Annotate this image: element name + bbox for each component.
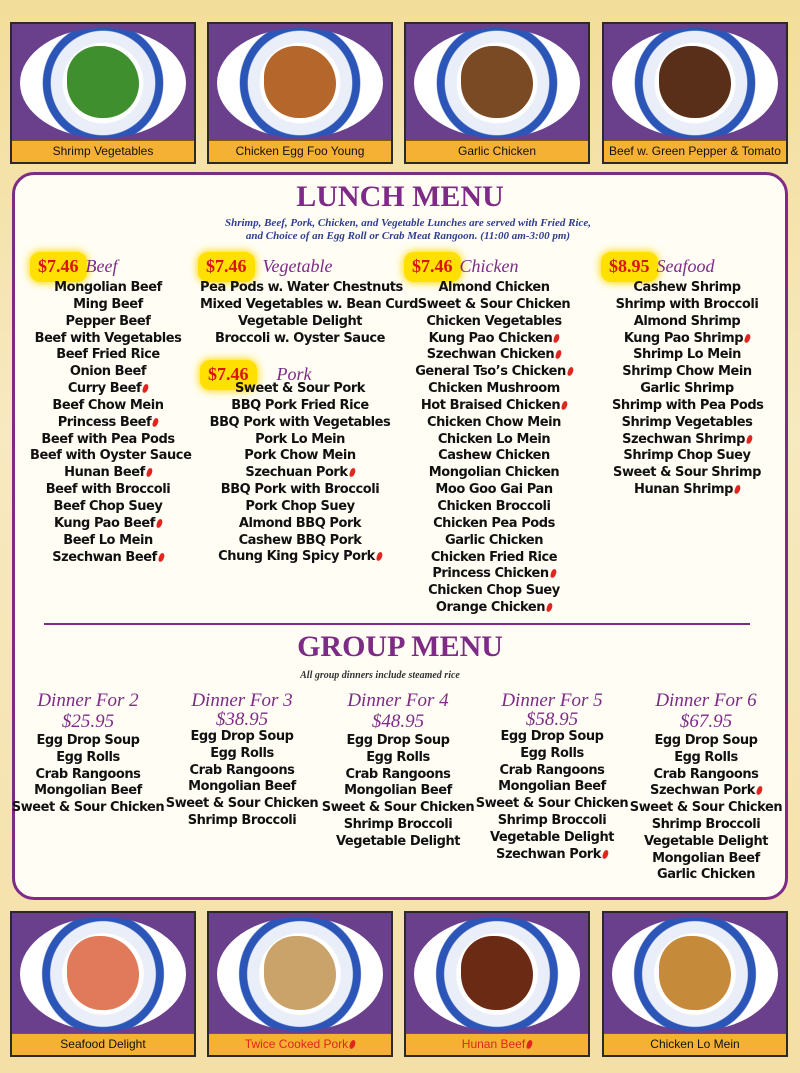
menu-item-label: Vegetable Delight xyxy=(237,313,363,329)
menu-item-label: Beef with Pea Pods xyxy=(41,431,175,447)
photo-caption: Garlic Chicken xyxy=(406,140,588,162)
dinner-name: Dinner For 2 xyxy=(37,690,139,711)
menu-item xyxy=(414,516,574,533)
vegetable-item-list xyxy=(200,280,418,347)
photo-caption xyxy=(604,1033,786,1055)
dinner-name: Dinner For 5 xyxy=(501,690,603,711)
caption-text: Seafood Delight xyxy=(60,1037,146,1051)
menu-item xyxy=(200,398,400,415)
menu-item xyxy=(30,482,186,499)
menu-item-label: Chicken Pea Pods xyxy=(433,515,555,531)
menu-item xyxy=(414,583,574,600)
menu-item-label: Pork Chow Mein xyxy=(244,448,356,464)
beef-price-badge: $7.46 xyxy=(32,254,85,280)
menu-item-label: Almond Chicken xyxy=(438,280,550,295)
pepper-icon xyxy=(546,602,554,612)
dinner-item-list xyxy=(472,729,632,863)
menu-item xyxy=(414,465,574,482)
pepper-icon xyxy=(756,786,764,796)
menu-item xyxy=(30,432,186,449)
menu-item xyxy=(200,381,400,398)
menu-item xyxy=(200,482,400,499)
menu-item-label: Chicken Mushroom xyxy=(428,381,560,397)
chicken-header xyxy=(406,254,518,280)
menu-item-label: Chicken Broccoli xyxy=(437,498,551,514)
pepper-icon xyxy=(734,485,742,495)
menu-item-label: Pea Pods w. Water Chestnuts xyxy=(200,280,403,295)
menu-item-label: Chicken Fried Rice xyxy=(430,549,558,565)
menu-item-label: Mongolian Chicken xyxy=(428,465,560,481)
menu-item xyxy=(612,448,762,465)
photo-shrimp-vegetables xyxy=(10,22,196,164)
menu-item xyxy=(612,280,762,297)
menu-item xyxy=(414,448,574,465)
menu-item xyxy=(626,834,786,851)
menu-item xyxy=(30,398,186,415)
menu-item xyxy=(30,364,186,381)
lunch-menu-title: LUNCH MENU xyxy=(296,180,504,213)
menu-item-label: Beef Chow Mein xyxy=(52,397,164,413)
lunch-subtitle-line-2: and Choice of an Egg Roll or Crab Meat Rangoon. (11:00 am-3:00 pm) xyxy=(245,230,571,242)
menu-item-label: Chicken Chop Suey xyxy=(428,583,560,599)
menu-item xyxy=(162,729,322,746)
menu-item-label: Crab Rangoons xyxy=(653,766,759,782)
photo-chicken-egg-foo-young xyxy=(207,22,393,164)
menu-item-label: Shrimp Chow Mein xyxy=(622,364,752,380)
menu-item-label: Cashew Shrimp xyxy=(633,280,741,295)
menu-item-label: Vegetable Delight xyxy=(643,833,769,849)
group-menu-title: GROUP MENU xyxy=(297,630,503,663)
menu-item xyxy=(200,331,400,348)
menu-item-label: Shrimp Broccoli xyxy=(187,812,297,828)
pepper-icon xyxy=(602,849,610,859)
menu-item-label: Pork Lo Mein xyxy=(255,431,345,447)
menu-item xyxy=(612,364,762,381)
menu-item-label: Cashew Chicken xyxy=(438,448,550,464)
pork-price-badge: $7.46 xyxy=(202,362,255,388)
menu-item xyxy=(414,550,574,567)
beef-column xyxy=(30,280,192,566)
menu-item-label: Garlic Chicken xyxy=(444,532,544,548)
dinner-name: Dinner For 4 xyxy=(347,690,449,711)
menu-item xyxy=(162,796,322,813)
menu-item-label: Szechwan Shrimp xyxy=(622,431,745,447)
vegetable-column xyxy=(200,280,418,347)
top-photo-row xyxy=(0,0,800,160)
menu-item xyxy=(612,314,762,331)
menu-item-label: Chicken Vegetables xyxy=(426,313,562,329)
menu-item-label: BBQ Pork Fried Rice xyxy=(231,397,369,413)
menu-item xyxy=(626,800,786,817)
caption-text: Hunan Beef xyxy=(461,1037,526,1051)
menu-item xyxy=(200,432,400,449)
menu-item xyxy=(30,516,186,533)
menu-item-label: Curry Beef xyxy=(67,381,142,397)
pepper-icon xyxy=(567,367,575,377)
food-image xyxy=(67,46,140,118)
menu-item xyxy=(414,499,574,516)
dinner-for-3 xyxy=(162,690,322,830)
menu-item-label: Egg Drop Soup xyxy=(190,729,294,744)
photo-caption xyxy=(12,1033,194,1055)
menu-item xyxy=(318,817,478,834)
menu-item-label: Pork Chop Suey xyxy=(245,498,355,514)
caption-text: Chicken Lo Mein xyxy=(650,1037,740,1051)
menu-item xyxy=(472,847,632,864)
menu-item xyxy=(30,448,192,465)
menu-item xyxy=(626,783,786,800)
menu-item xyxy=(414,347,574,364)
pepper-icon xyxy=(526,1039,534,1049)
menu-item-label: Hunan Shrimp xyxy=(634,482,733,498)
menu-item xyxy=(30,550,186,567)
menu-item-label: Shrimp Lo Mein xyxy=(633,347,741,363)
menu-item-label: Egg Drop Soup xyxy=(654,733,758,748)
menu-item-label: Chicken Chow Mein xyxy=(427,414,561,430)
menu-item xyxy=(30,347,186,364)
vegetable-header xyxy=(200,254,332,280)
menu-item-label: Crab Rangoons xyxy=(499,762,605,778)
menu-item-label: Moo Goo Gai Pan xyxy=(435,482,553,498)
menu-item xyxy=(414,432,574,449)
food-image xyxy=(461,46,534,118)
beef-item-list xyxy=(30,280,192,566)
dinner-item-list xyxy=(626,733,786,884)
menu-item-label: Shrimp Broccoli xyxy=(651,816,761,832)
dinner-item-list xyxy=(162,729,322,830)
menu-item xyxy=(8,783,168,800)
menu-item-label: Szechwan Pork xyxy=(496,846,601,862)
menu-item xyxy=(200,533,400,550)
pork-category-name: Pork xyxy=(276,364,312,384)
menu-item xyxy=(612,331,762,348)
beef-category-name: Beef xyxy=(85,256,118,276)
menu-item xyxy=(8,800,168,817)
menu-item xyxy=(612,432,762,449)
menu-item xyxy=(200,415,400,432)
group-menu-subtitle: All group dinners include steamed rice xyxy=(300,670,460,681)
seafood-category-name: Seafood xyxy=(656,256,715,276)
menu-item xyxy=(30,499,186,516)
menu-item-label: Szechwan Pork xyxy=(650,783,755,799)
photo-garlic-chicken xyxy=(404,22,590,164)
menu-item-label: Princess Beef xyxy=(57,414,152,430)
pepper-icon xyxy=(152,417,160,427)
dinner-price: $48.95 xyxy=(371,711,425,732)
menu-item-label: Sweet & Sour Chicken xyxy=(475,796,629,812)
menu-item xyxy=(162,763,322,780)
pork-column xyxy=(200,381,400,566)
menu-item xyxy=(414,280,574,297)
dinner-price: $67.95 xyxy=(679,711,733,732)
seafood-price-badge: $8.95 xyxy=(603,254,656,280)
menu-item xyxy=(472,729,632,746)
dinner-item-list xyxy=(8,733,168,817)
menu-item-label: Mixed Vegetables w. Bean Curd xyxy=(200,296,418,312)
menu-item xyxy=(318,800,478,817)
menu-item xyxy=(318,767,478,784)
menu-item xyxy=(30,415,186,432)
dinner-name: Dinner For 6 xyxy=(655,690,757,711)
menu-item-label: Almond BBQ Pork xyxy=(238,515,362,531)
menu-item xyxy=(8,733,168,750)
menu-item xyxy=(30,331,186,348)
bottom-photo-row xyxy=(0,905,800,1073)
menu-item-label: Crab Rangoons xyxy=(345,766,451,782)
menu-item xyxy=(200,516,400,533)
menu-item xyxy=(8,750,168,767)
menu-item xyxy=(612,347,762,364)
menu-item xyxy=(30,533,186,550)
vegetable-price-badge: $7.46 xyxy=(200,254,253,280)
pepper-icon xyxy=(549,569,557,579)
menu-item-label: Cashew BBQ Pork xyxy=(238,532,362,548)
menu-item-label: Kung Pao Chicken xyxy=(428,330,553,346)
photo-caption: Beef w. Green Pepper & Tomato xyxy=(604,140,786,162)
seafood-column xyxy=(612,280,762,499)
menu-item-label: Shrimp with Broccoli xyxy=(615,296,759,312)
menu-item-label: Broccoli w. Oyster Sauce xyxy=(214,330,386,346)
food-image xyxy=(264,46,337,118)
pepper-icon xyxy=(553,333,561,343)
menu-item xyxy=(472,779,632,796)
menu-item-label: Szechuan Pork xyxy=(245,465,348,481)
dinner-price: $58.95 xyxy=(525,709,579,730)
photo-hunan-beef xyxy=(404,911,590,1057)
menu-item xyxy=(414,566,574,583)
menu-item xyxy=(414,600,574,617)
menu-item xyxy=(200,280,403,297)
menu-item xyxy=(612,398,762,415)
menu-item xyxy=(30,465,186,482)
menu-item xyxy=(472,796,632,813)
dinner-price: $38.95 xyxy=(215,709,269,730)
pepper-icon xyxy=(158,552,166,562)
menu-item-label: Beef Fried Rice xyxy=(56,347,160,363)
menu-item xyxy=(8,767,168,784)
menu-item xyxy=(414,297,574,314)
menu-item xyxy=(612,297,762,314)
menu-item xyxy=(30,280,186,297)
menu-item-label: Shrimp Broccoli xyxy=(343,816,453,832)
chicken-category-name: Chicken xyxy=(459,256,519,276)
menu-item xyxy=(162,746,322,763)
menu-item xyxy=(200,448,400,465)
menu-item-label: Chung King Spicy Pork xyxy=(218,549,375,565)
menu-item-label: Pepper Beef xyxy=(65,313,151,329)
caption-text: Twice Cooked Pork xyxy=(244,1037,349,1051)
menu-item-label: Shrimp Broccoli xyxy=(497,812,607,828)
menu-item-label: Kung Pao Shrimp xyxy=(623,330,744,346)
menu-item xyxy=(200,465,400,482)
menu-item-label: Egg Drop Soup xyxy=(500,729,604,744)
menu-item xyxy=(472,813,632,830)
menu-item-label: Sweet & Sour Shrimp xyxy=(613,465,761,481)
menu-item xyxy=(612,465,762,482)
menu-item-label: Crab Rangoons xyxy=(35,766,141,782)
menu-item-label: Mongolian Beef xyxy=(34,783,142,799)
menu-item-label: Kung Pao Beef xyxy=(54,515,155,531)
menu-item-label: Szechwan Beef xyxy=(52,549,157,565)
menu-item-label: BBQ Pork with Vegetables xyxy=(209,414,391,430)
menu-item xyxy=(318,783,478,800)
menu-item xyxy=(162,779,322,796)
menu-item-label: Egg Rolls xyxy=(520,745,584,761)
menu-item-label: Crab Rangoons xyxy=(189,762,295,778)
menu-item-label: Chicken Lo Mein xyxy=(437,431,551,447)
dinner-name: Dinner For 3 xyxy=(191,690,293,711)
photo-chicken-lo-mein xyxy=(602,911,788,1057)
photo-caption: Chicken Egg Foo Young xyxy=(209,140,391,162)
menu-item xyxy=(200,296,418,314)
menu-item-label: Beef with Oyster Sauce xyxy=(30,448,192,464)
menu-item xyxy=(626,767,786,784)
menu-item-label: Mongolian Beef xyxy=(344,783,452,799)
menu-item xyxy=(200,314,400,331)
pepper-icon xyxy=(156,518,164,528)
menu-item xyxy=(626,750,786,767)
food-image xyxy=(659,46,732,118)
menu-item-label: Ming Beef xyxy=(73,296,143,312)
menu-item xyxy=(200,499,400,516)
menu-item-label: Sweet & Sour Chicken xyxy=(11,800,165,816)
menu-item xyxy=(414,314,574,331)
photo-caption: Shrimp Vegetables xyxy=(12,140,194,162)
menu-item-label: Szechwan Chicken xyxy=(426,347,555,363)
menu-item-label: Mongolian Beef xyxy=(188,779,296,795)
menu-item xyxy=(30,314,186,331)
pepper-icon xyxy=(349,1039,357,1049)
beef-header xyxy=(32,254,117,280)
menu-item-label: Sweet & Sour Chicken xyxy=(629,800,783,816)
photo-twice-cooked-pork xyxy=(207,911,393,1057)
menu-item-label: Beef Lo Mein xyxy=(63,532,153,548)
menu-item-label: Sweet & Sour Chicken xyxy=(321,800,475,816)
menu-item-label: Mongolian Beef xyxy=(498,779,606,795)
pepper-icon xyxy=(348,468,356,478)
menu-item xyxy=(626,817,786,834)
menu-item xyxy=(414,398,574,415)
menu-item xyxy=(472,830,632,847)
menu-item-label: Egg Rolls xyxy=(56,749,120,765)
photo-caption xyxy=(209,1033,391,1055)
seafood-item-list xyxy=(612,280,762,499)
photo-beef-green-pepper-tomato xyxy=(602,22,788,164)
menu-item-label: Orange Chicken xyxy=(435,600,546,616)
dinner-for-2 xyxy=(8,690,168,817)
menu-item-label: General Tso’s Chicken xyxy=(415,364,566,380)
menu-item xyxy=(626,851,786,868)
menu-item-label: Mongolian Beef xyxy=(652,850,760,866)
menu-item-label: Egg Drop Soup xyxy=(36,733,140,748)
menu-item-label: Vegetable Delight xyxy=(489,829,615,845)
menu-item xyxy=(414,415,574,432)
menu-item xyxy=(200,549,400,566)
menu-item-label: Almond Shrimp xyxy=(633,313,741,329)
menu-item-label: Egg Rolls xyxy=(210,745,274,761)
section-divider xyxy=(44,623,750,625)
pepper-icon xyxy=(555,350,563,360)
menu-item-label: Onion Beef xyxy=(69,364,147,380)
menu-item xyxy=(162,813,322,830)
menu-item xyxy=(612,482,762,499)
dinner-price: $25.95 xyxy=(61,711,115,732)
pepper-icon xyxy=(146,468,154,478)
menu-item-label: Mongolian Beef xyxy=(54,280,162,295)
menu-item xyxy=(30,381,186,398)
menu-item-label: Hot Braised Chicken xyxy=(420,397,561,413)
menu-item-label: Sweet & Sour Chicken xyxy=(165,796,319,812)
pepper-icon xyxy=(142,384,150,394)
menu-item-label: Egg Rolls xyxy=(366,749,430,765)
pepper-icon xyxy=(561,400,569,410)
menu-item-label: Egg Drop Soup xyxy=(346,733,450,748)
menu-item-label: Vegetable Delight xyxy=(335,833,461,849)
chicken-column xyxy=(414,280,574,617)
dinner-for-5 xyxy=(472,690,632,863)
lunch-menu-subtitle xyxy=(8,217,800,243)
menu-item xyxy=(414,364,574,381)
menu-item-label: Shrimp Chop Suey xyxy=(623,448,751,464)
menu-item-label: Garlic Chicken xyxy=(656,867,756,883)
menu-item xyxy=(626,867,786,884)
menu-item xyxy=(612,415,762,432)
menu-item xyxy=(472,763,632,780)
menu-item-label: BBQ Pork with Broccoli xyxy=(220,482,380,498)
menu-item-label: Garlic Shrimp xyxy=(640,381,734,397)
menu-item xyxy=(414,482,574,499)
vegetable-category-name: Vegetable xyxy=(262,256,333,276)
pepper-icon xyxy=(746,434,754,444)
pork-item-list xyxy=(200,381,400,566)
pepper-icon xyxy=(744,333,752,343)
menu-item-label: Beef with Vegetables xyxy=(34,330,182,346)
menu-item xyxy=(612,381,762,398)
seafood-header xyxy=(603,254,715,280)
menu-item-label: Beef with Broccoli xyxy=(45,482,171,498)
menu-item xyxy=(318,750,478,767)
dinner-item-list xyxy=(318,733,478,851)
chicken-price-badge: $7.46 xyxy=(406,254,459,280)
menu-item-label: Shrimp Vegetables xyxy=(621,414,753,430)
menu-item xyxy=(414,533,574,550)
menu-item xyxy=(626,733,786,750)
menu-item-label: Hunan Beef xyxy=(64,465,145,481)
menu-item xyxy=(472,746,632,763)
dinner-for-6 xyxy=(626,690,786,884)
menu-item-label: Princess Chicken xyxy=(432,566,549,582)
menu-item-label: Beef Chop Suey xyxy=(53,498,163,514)
menu-item xyxy=(414,381,574,398)
menu-item-label: Shrimp with Pea Pods xyxy=(612,397,764,413)
menu-item xyxy=(414,331,574,348)
lunch-subtitle-line-1: Shrimp, Beef, Pork, Chicken, and Vegetable Lunches are served with Fried Rice, xyxy=(224,217,592,229)
menu-item-label: Sweet & Sour Pork xyxy=(235,381,365,396)
menu-item-label: Sweet & Sour Chicken xyxy=(417,296,571,312)
menu-item xyxy=(318,834,478,851)
menu-item-label: Egg Rolls xyxy=(674,749,738,765)
photo-seafood-delight xyxy=(10,911,196,1057)
photo-caption xyxy=(406,1033,588,1055)
pepper-icon xyxy=(376,552,384,562)
menu-item xyxy=(318,733,478,750)
menu-item xyxy=(30,297,186,314)
dinner-for-4 xyxy=(318,690,478,851)
chicken-item-list xyxy=(414,280,574,617)
